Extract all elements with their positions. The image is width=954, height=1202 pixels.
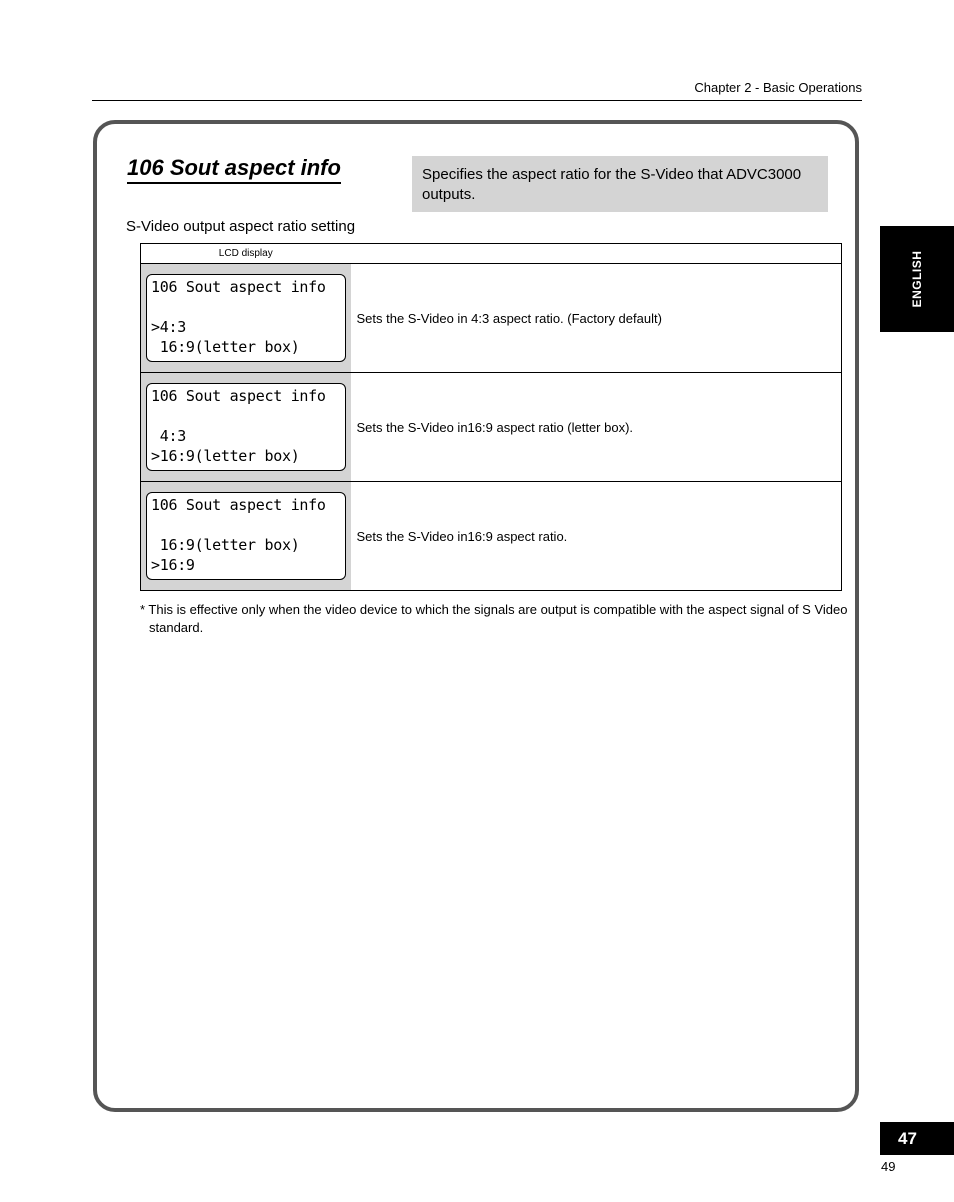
row-description: Sets the S-Video in16:9 aspect ratio (letter box). <box>351 373 842 482</box>
language-tab <box>880 226 954 332</box>
description-header <box>351 244 842 264</box>
section-title: 106 Sout aspect info <box>127 155 341 184</box>
footnote: * This is effective only when the video device to which the signals are output is compatible with the aspect signal of S Video standard. <box>140 602 848 635</box>
lcd-display-header: LCD display <box>141 244 351 264</box>
language-tab-label: ENGLISH <box>910 250 924 308</box>
lcd-screen: 106 Sout aspect info 4:3 >16:9(letter box) <box>146 383 346 471</box>
chapter-header: Chapter 2 - Basic Operations <box>694 80 862 95</box>
table-row <box>141 264 842 373</box>
table-subheading: S-Video output aspect ratio setting <box>126 218 356 235</box>
row-description: Sets the S-Video in16:9 aspect ratio. <box>351 482 842 591</box>
table-row <box>141 482 842 591</box>
table-row <box>141 373 842 482</box>
lcd-cell <box>141 264 351 373</box>
header-rule <box>92 100 862 101</box>
lcd-screen: 106 Sout aspect info >4:3 16:9(letter box) <box>146 274 346 362</box>
table-header-row <box>141 244 842 264</box>
description-box: Specifies the aspect ratio for the S-Video that ADVC3000 outputs. <box>412 156 828 212</box>
settings-table <box>140 243 842 591</box>
sheet-number: 49 <box>881 1159 896 1174</box>
lcd-cell <box>141 373 351 482</box>
row-description: Sets the S-Video in 4:3 aspect ratio. (Factory default) <box>351 264 842 373</box>
page-number: 47 <box>880 1122 954 1155</box>
lcd-screen: 106 Sout aspect info 16:9(letter box) >16:9 <box>146 492 346 580</box>
lcd-cell <box>141 482 351 591</box>
